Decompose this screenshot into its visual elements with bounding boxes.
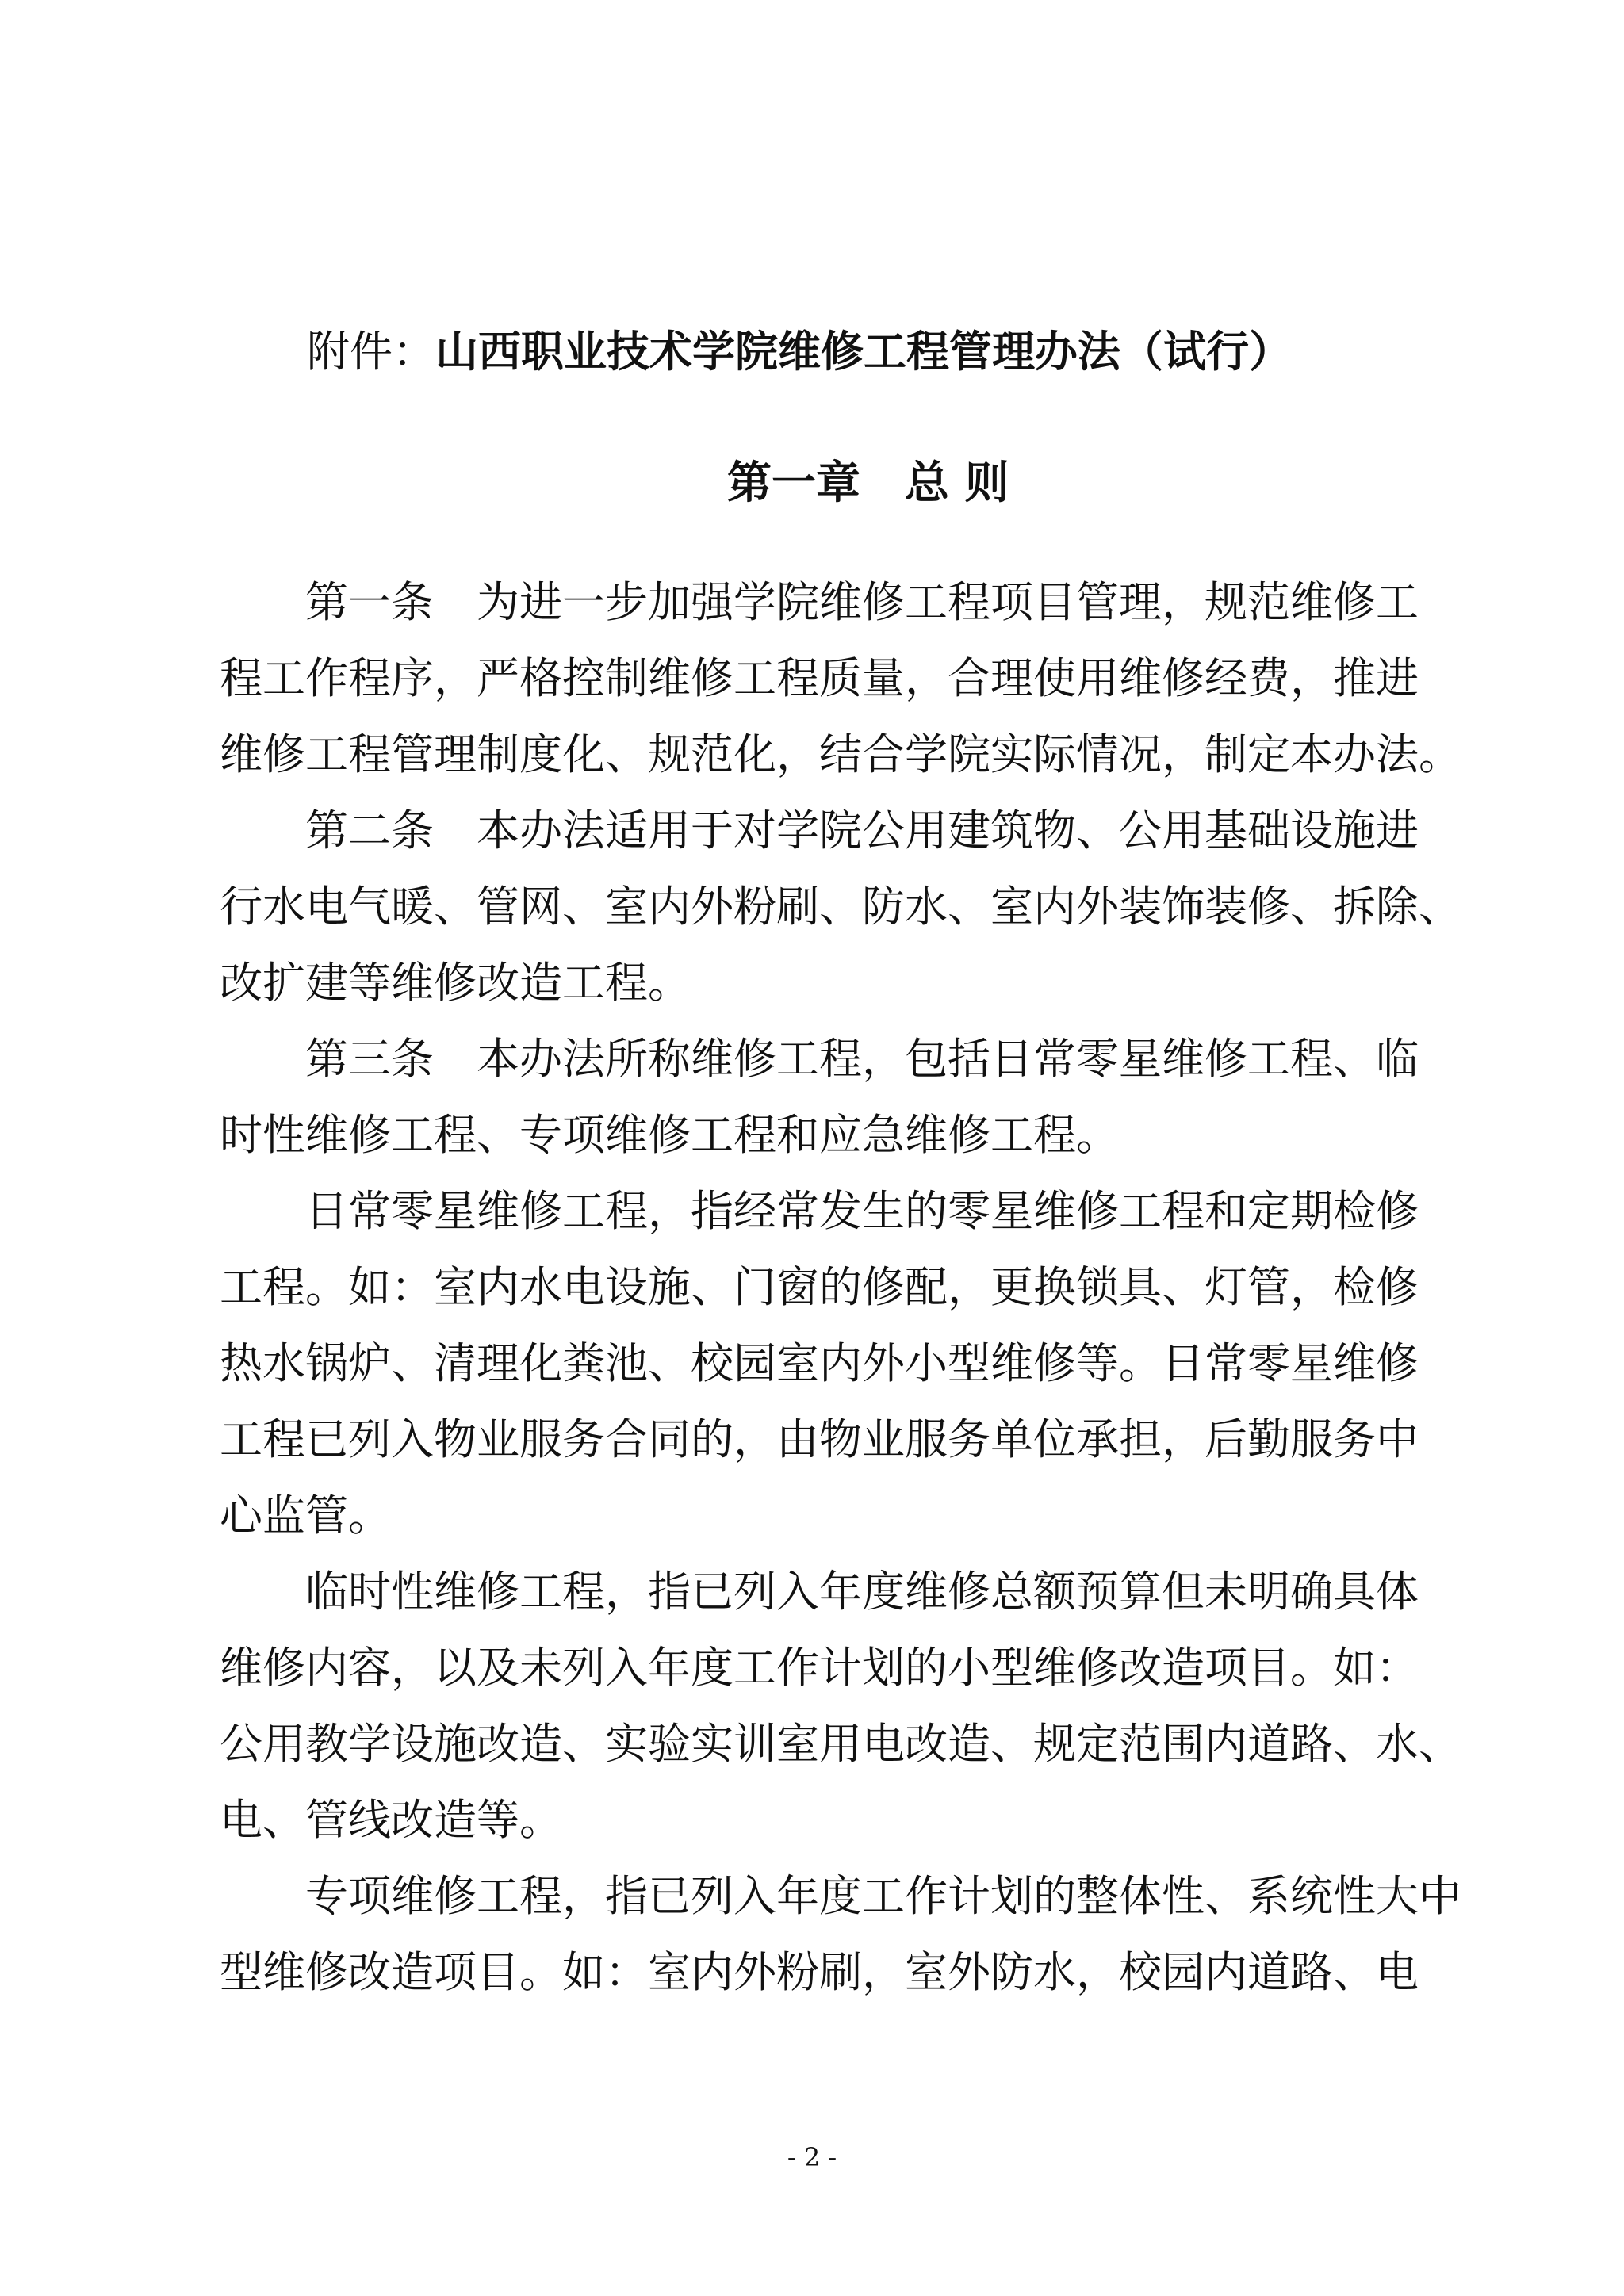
paragraph-line: 电、管线改造等。 <box>220 1795 562 1845</box>
paragraph-line: 专项维修工程，指已列入年度工作计划的整体性、系统性大中 <box>305 1871 1461 1921</box>
paragraph-line: 型维修改造项目。如：室内外粉刷，室外防水，校园内道路、电 <box>220 1947 1419 1997</box>
paragraph-line: 工程。如：室内水电设施、门窗的修配，更换锁具、灯管，检修 <box>220 1262 1419 1312</box>
special-repair-paragraph <box>220 1858 1461 2011</box>
paragraph-line: 行水电气暖、管网、室内外粉刷、防水、室内外装饰装修、拆除、 <box>220 882 1461 932</box>
article-paragraph-3 <box>220 1021 1419 1173</box>
attachment-prefix: 附件： <box>307 327 435 377</box>
paragraph-line: 热水锅炉、清理化粪池、校园室内外小型维修等。日常零星维修 <box>220 1338 1419 1388</box>
paragraph-line: 维修工程管理制度化、规范化，结合学院实际情况，制定本办法。 <box>220 729 1461 779</box>
paragraph-line: 第一条 为进一步加强学院维修工程项目管理，规范维修工 <box>305 577 1419 627</box>
paragraph-line: 时性维修工程、专项维修工程和应急维修工程。 <box>220 1110 1119 1160</box>
document-title: 山西职业技术学院维修工程管理办法（试行） <box>435 326 1292 377</box>
paragraph-line: 第二条 本办法适用于对学院公用建筑物、公用基础设施进 <box>305 806 1419 855</box>
paragraph-line: 心监管。 <box>220 1490 391 1540</box>
article-paragraph-1 <box>220 564 1461 793</box>
paragraph-line: 第三条 本办法所称维修工程，包括日常零星维修工程、临 <box>305 1034 1419 1084</box>
paragraph-line: 维修内容，以及未列入年度工作计划的小型维修改造项目。如： <box>220 1643 1419 1693</box>
paragraph-line: 临时性维修工程，指已列入年度维修总额预算但未明确具体 <box>305 1567 1419 1617</box>
paragraph-line: 工程已列入物业服务合同的，由物业服务单位承担，后勤服务中 <box>220 1414 1419 1464</box>
paragraph-line: 程工作程序，严格控制维修工程质量，合理使用维修经费，推进 <box>220 653 1419 703</box>
chapter-heading: 第一章 总 则 <box>727 457 1009 509</box>
document-body <box>220 564 1461 2011</box>
paragraph-line: 公用教学设施改造、实验实训室用电改造、规定范围内道路、水、 <box>220 1719 1461 1769</box>
page-number: - 2 - <box>787 2142 837 2172</box>
paragraph-line: 日常零星维修工程，指经常发生的零星维修工程和定期检修 <box>305 1186 1419 1236</box>
attachment-title <box>307 313 1292 390</box>
article-paragraph-2 <box>220 793 1461 1021</box>
routine-repair-paragraph <box>220 1173 1419 1554</box>
paragraph-line: 改扩建等维修改造工程。 <box>220 958 691 1008</box>
temporary-repair-paragraph <box>220 1554 1461 1858</box>
